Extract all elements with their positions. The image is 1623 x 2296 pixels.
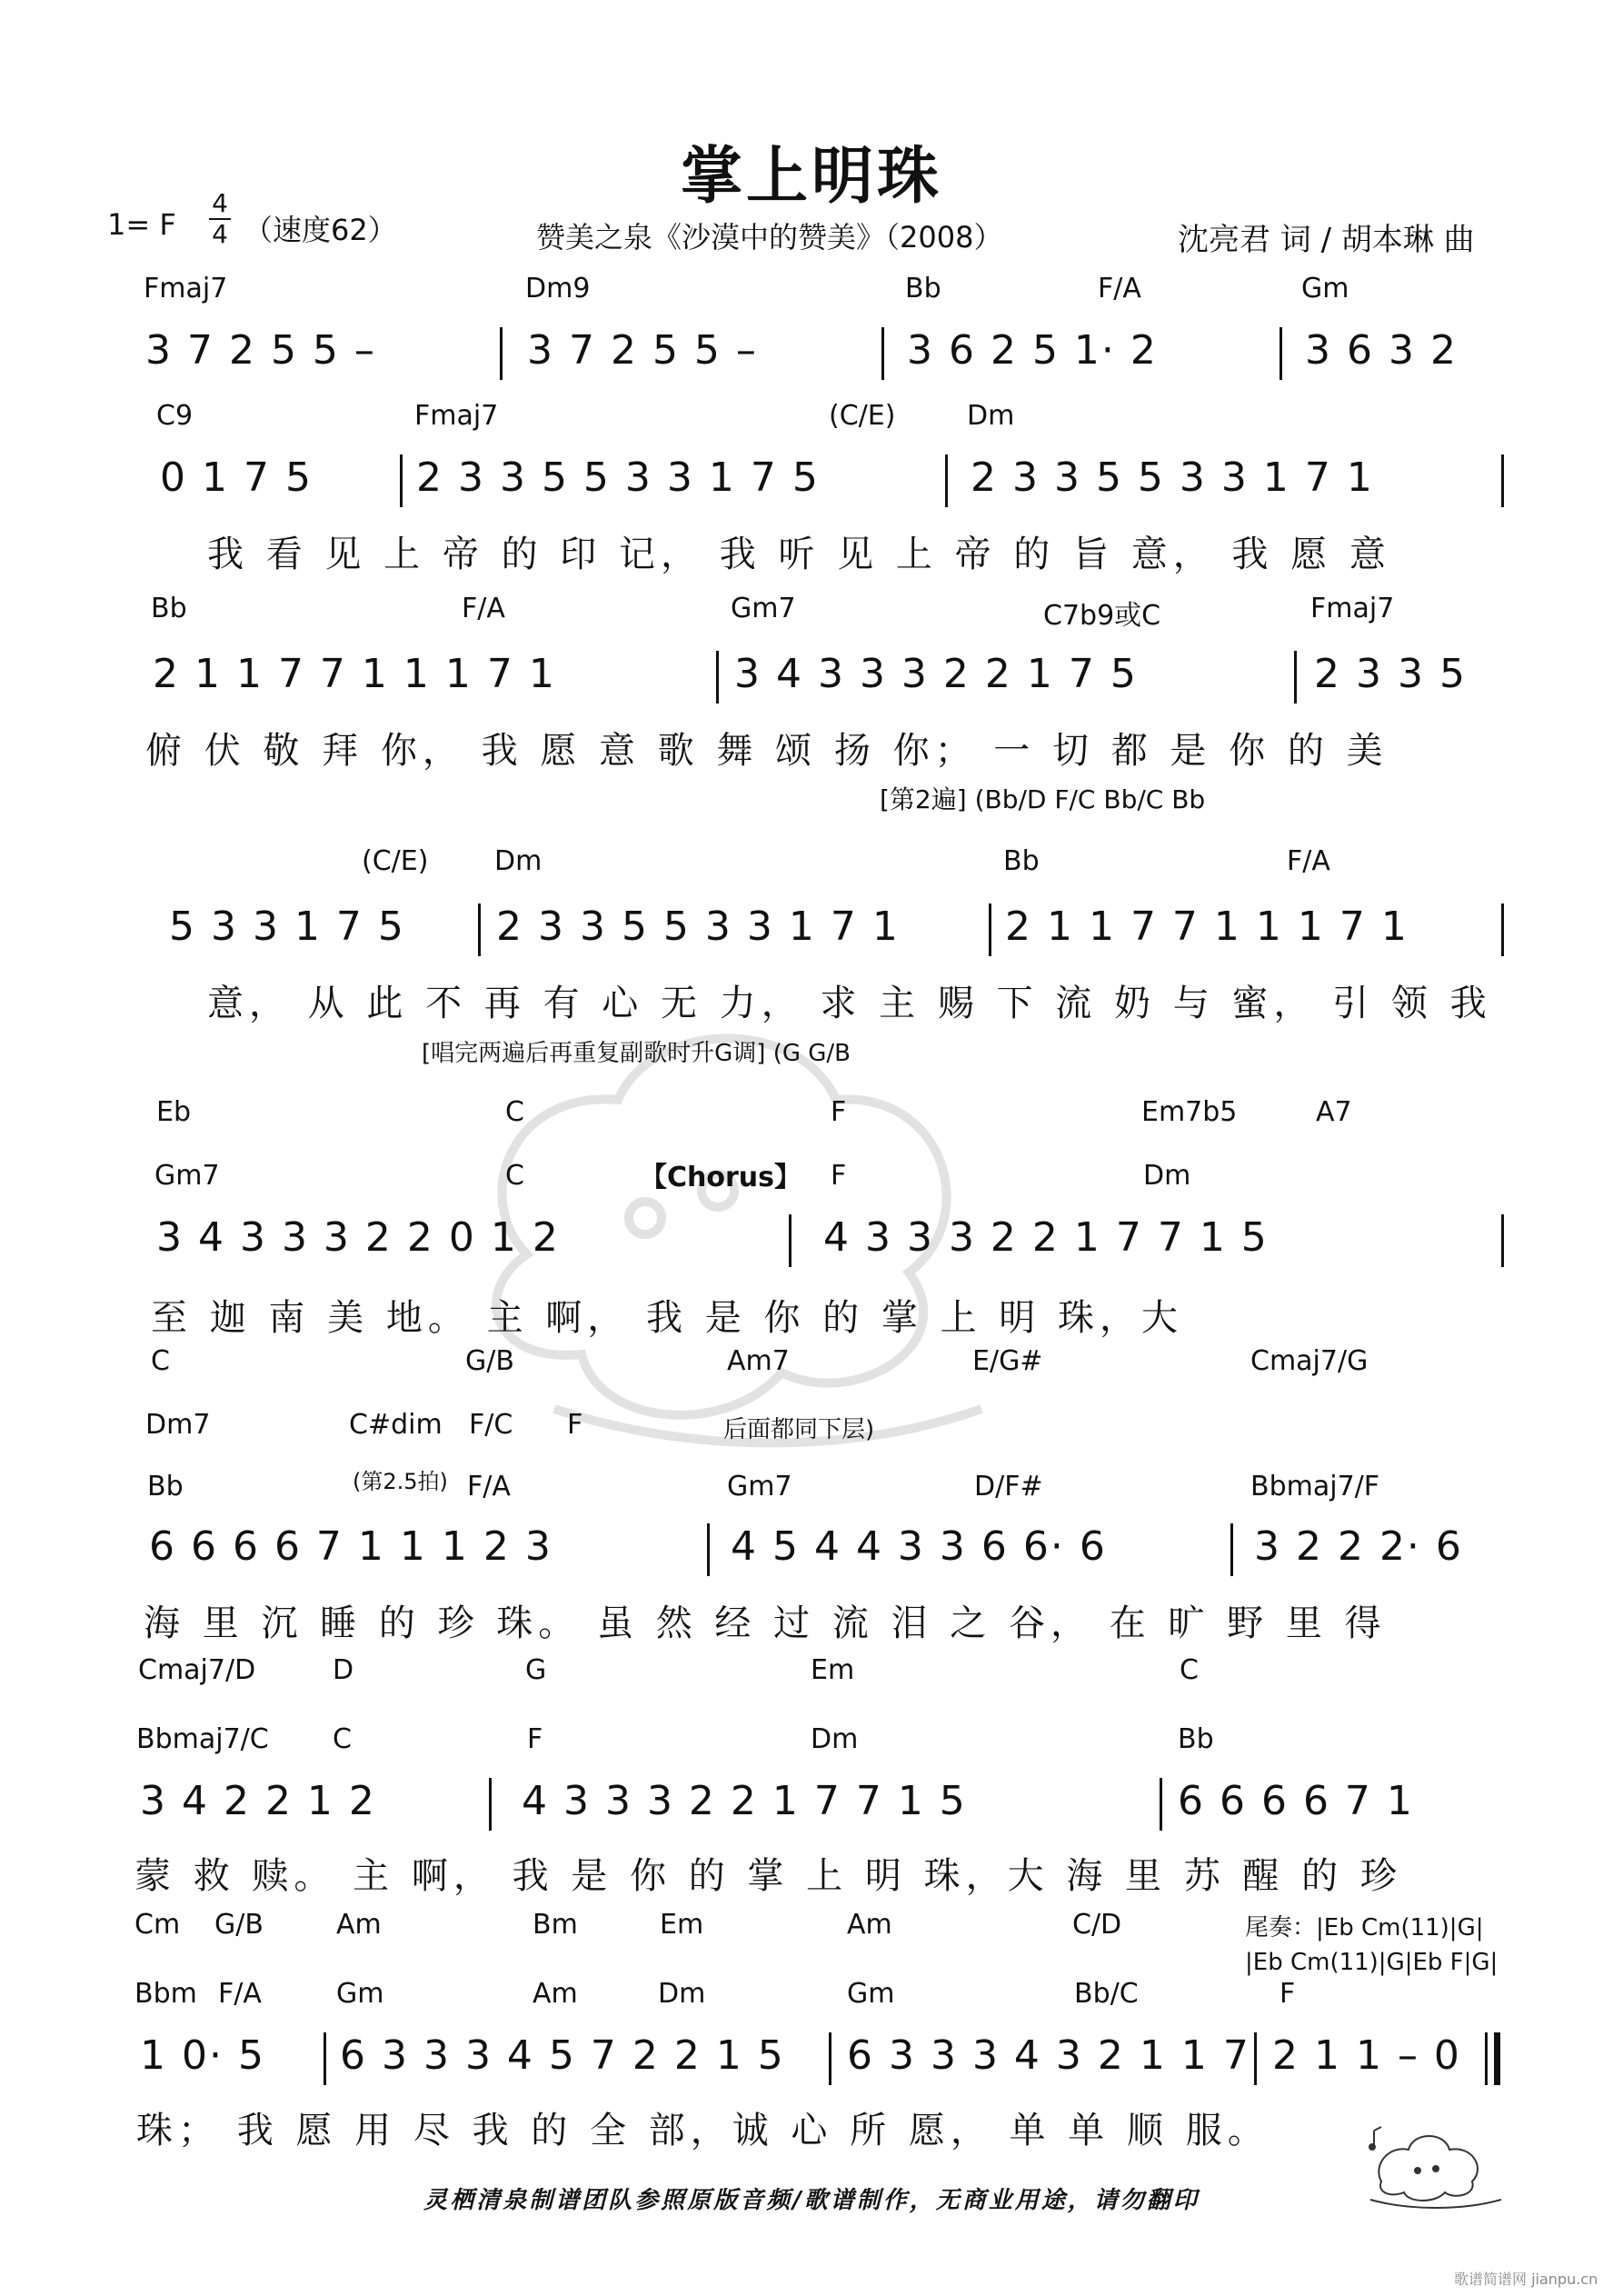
barline	[1501, 1214, 1504, 1267]
measure-notes: 6 6 6 6 7 1	[1178, 1778, 1414, 1824]
source-info: 赞美之泉《沙漠中的赞美》（2008）	[536, 220, 1003, 255]
barline	[1230, 1523, 1233, 1576]
chord: Dm	[1143, 1160, 1191, 1192]
chord: Gm7	[154, 1160, 220, 1192]
chord: Bb	[1003, 845, 1040, 877]
barline	[1294, 651, 1297, 704]
measure-notes: 5 3 3 1 7 5	[169, 903, 405, 950]
lyrics-line: 至 迦 南 美 地。 主 啊， 我 是 你 的 掌 上 明 珠，大	[151, 1297, 1184, 1339]
upper-chord: Eb	[156, 1096, 191, 1128]
song-title: 掌上明珠	[680, 141, 942, 213]
repeat-annotation: [第2遍] (Bb/D F/C Bb/C Bb	[880, 784, 1206, 814]
measure-notes: 3 7 2 5 5 –	[145, 327, 376, 374]
key-signature: 1= F	[107, 207, 176, 242]
chord: F/A	[467, 1471, 511, 1502]
measure-notes: 3 4 2 2 1 2	[140, 1778, 376, 1824]
beat-annotation: (第2.5拍)	[353, 1469, 448, 1494]
barline	[716, 651, 719, 704]
time-signature-top: 4	[212, 188, 228, 218]
outro-annotation: |Eb Cm(11)|G|Eb F|G|	[1245, 1949, 1499, 1976]
chord: Dm	[494, 845, 543, 877]
chord: F/A	[462, 593, 505, 624]
barline	[829, 2032, 831, 2085]
outro-annotation: 尾奏：|Eb Cm(11)|G|	[1245, 1914, 1484, 1942]
chord: Bbmaj7/C	[136, 1723, 269, 1755]
lyrics-line: 意， 从 此 不 再 有 心 无 力， 求 主 赐 下 流 奶 与 蜜， 引 领 我	[207, 983, 1492, 1024]
time-signature	[209, 188, 231, 249]
upper-chord: Cm	[134, 1909, 181, 1941]
chord: Dm9	[525, 273, 591, 304]
measure-notes: 2 1 1 7 7 1 1 1 7 1	[1005, 903, 1409, 950]
chord: Bb	[1178, 1723, 1214, 1755]
final-barline-thin	[1485, 2032, 1488, 2085]
key-change-annotation: [唱完两遍后再重复副歌时升G调] (G G/B	[422, 1040, 851, 1067]
tempo-marking: （速度62）	[244, 213, 397, 247]
chord: Dm	[967, 400, 1015, 432]
upper-chord: F	[831, 1096, 847, 1128]
chord: Gm	[336, 1978, 384, 2010]
measure-notes: 3 4 3 3 3 2 2 1 7 5	[734, 651, 1138, 697]
mid-chord: Dm7	[145, 1409, 211, 1441]
upper-chord: D	[333, 1654, 354, 1686]
chord: Dm	[811, 1723, 859, 1755]
measure-notes: 2 1 1 – 0	[1272, 2032, 1461, 2079]
chord: Gm7	[727, 1471, 792, 1502]
upper-chord: Am	[847, 1909, 892, 1941]
upper-chord: Bm	[533, 1909, 578, 1941]
chord: Fmaj7	[1310, 593, 1395, 624]
lyrics-line: 蒙 救 赎。 主 啊， 我 是 你 的 掌 上 明 珠，大 海 里 苏 醒 的 珍	[134, 1855, 1402, 1897]
upper-chord: Am7	[727, 1345, 790, 1377]
mid-chord: F	[567, 1409, 583, 1441]
chord: F/A	[218, 1978, 262, 2010]
final-barline-thick	[1494, 2032, 1500, 2085]
upper-chord: A7	[1316, 1096, 1352, 1128]
chord: Bb/C	[1074, 1978, 1139, 2010]
measure-notes: 4 5 4 4 3 3 6 6· 6	[731, 1523, 1107, 1570]
chord: C	[333, 1723, 352, 1755]
upper-chord: E/G#	[972, 1345, 1043, 1377]
system-6	[0, 1345, 1623, 1645]
lyrics-line: 我 看 见 上 帝 的 印 记， 我 听 见 上 帝 的 旨 意， 我 愿 意	[207, 534, 1391, 575]
measure-notes: 0 1 7 5	[160, 454, 313, 501]
barline	[1501, 454, 1504, 507]
barline	[945, 454, 948, 507]
chord: C9	[156, 400, 194, 432]
measure-notes: 2 3 3 5 5 3 3 1 7 1	[971, 454, 1374, 501]
barline	[707, 1523, 710, 1576]
lyrics-line: 俯 伏 敬 拜 你， 我 愿 意 歌 舞 颂 扬 你； 一 切 都 是 你 的 美	[145, 730, 1389, 772]
copyright-footer: 灵栖清泉制谱团队参照原版音频/歌谱制作，无商业用途，请勿翻印	[423, 2187, 1200, 2214]
upper-chord: Cmaj7/D	[138, 1654, 256, 1686]
upper-chord: C	[505, 1096, 524, 1128]
upper-chord: G	[525, 1654, 547, 1686]
chord: Bbmaj7/F	[1250, 1471, 1380, 1502]
barline	[478, 903, 481, 956]
system-1	[0, 273, 1623, 400]
system-3	[0, 593, 1623, 814]
chord: C7b9或C	[1043, 600, 1161, 632]
chord: D/F#	[974, 1471, 1043, 1502]
chord: Bb	[147, 1471, 184, 1502]
upper-chord: G/B	[465, 1345, 514, 1377]
upper-chord: Em	[660, 1909, 704, 1941]
upper-chord: Cmaj7/G	[1250, 1345, 1369, 1377]
measure-notes: 6 3 3 3 4 3 2 1 1 7	[847, 2032, 1250, 2079]
site-watermark: 歌谱简谱网 jianpu.cn	[1454, 2271, 1598, 2288]
measure-notes: 3 6 2 5 1· 2	[907, 327, 1158, 374]
system-4	[0, 845, 1623, 1067]
chord: Gm	[1301, 273, 1349, 304]
barline	[1279, 327, 1282, 380]
measure-notes: 2 3 3 5 5 3 3 1 7 1	[496, 903, 900, 950]
credit-info: 沈亮君 词 / 胡本琳 曲	[1178, 222, 1475, 258]
time-signature-bottom: 4	[212, 219, 228, 249]
barline	[881, 327, 884, 380]
chord: F/A	[1287, 845, 1330, 877]
chorus-marker: 【Chorus】	[640, 1162, 802, 1193]
lyrics-line: 珠； 我 愿 用 尽 我 的 全 部，诚 心 所 愿， 单 单 顺 服。	[136, 2110, 1270, 2151]
chord: Dm	[658, 1978, 706, 2010]
measure-notes: 4 3 3 3 2 2 1 7 7 1 5	[823, 1214, 1269, 1261]
mid-chord: F/C	[469, 1409, 513, 1441]
upper-chord: C/D	[1072, 1909, 1122, 1941]
barline	[1160, 1778, 1162, 1831]
barline	[989, 903, 991, 956]
chord: (C/E)	[362, 845, 429, 877]
measure-notes: 4 3 3 3 2 2 1 7 7 1 5	[522, 1778, 967, 1824]
barline	[1501, 903, 1504, 956]
mid-chord-note: 后面都同下层)	[723, 1416, 875, 1443]
upper-chord: G/B	[214, 1909, 264, 1941]
chord: Bb	[905, 273, 941, 304]
chord: Gm	[847, 1978, 895, 2010]
chord: C	[505, 1160, 524, 1192]
barline	[1254, 2032, 1257, 2085]
chord: Bbm	[134, 1978, 197, 2010]
chord: F/A	[1098, 273, 1141, 304]
measure-notes: 3 4 3 3 3 2 2 0 1 2	[156, 1214, 560, 1261]
system-7	[0, 1654, 1623, 1900]
chord: Fmaj7	[144, 273, 228, 304]
measure-notes: 3 2 2 2· 6	[1254, 1523, 1463, 1570]
measure-notes: 2 1 1 7 7 1 1 1 7 1	[153, 651, 556, 697]
barline	[400, 454, 403, 507]
barline	[324, 2032, 326, 2085]
chord: Bb	[151, 593, 187, 624]
measure-notes: 1 0· 5	[140, 2032, 265, 2079]
upper-chord: Em	[811, 1654, 855, 1686]
system-2	[0, 400, 1623, 582]
measure-notes: 6 3 3 3 4 5 7 2 2 1 5	[340, 2032, 785, 2079]
upper-chord: C	[1180, 1654, 1199, 1686]
measure-notes: 2 3 3 5 5 3 3 1 7 5	[416, 454, 820, 501]
measure-notes: 3 6 3 2	[1305, 327, 1458, 374]
chord: (C/E)	[829, 400, 896, 432]
system-5	[0, 1096, 1623, 1342]
chord: Gm7	[731, 593, 796, 624]
measure-notes: 3 7 2 5 5 –	[527, 327, 758, 374]
barline	[489, 1778, 492, 1831]
chord: F	[1279, 1978, 1296, 2010]
barline	[500, 327, 503, 380]
chord: Am	[533, 1978, 578, 2010]
chord: F	[831, 1160, 847, 1192]
chord: Fmaj7	[414, 400, 499, 432]
upper-chord: Em7b5	[1141, 1096, 1238, 1128]
lyrics-line: 海 里 沉 睡 的 珍 珠。 虽 然 经 过 流 泪 之 谷， 在 旷 野 里 得	[144, 1602, 1387, 1644]
upper-chord: C	[151, 1345, 170, 1377]
measure-notes: 6 6 6 6 7 1 1 1 2 3	[149, 1523, 553, 1570]
upper-chord: Am	[336, 1909, 382, 1941]
measure-notes: 2 3 3 5	[1314, 651, 1467, 697]
mid-chord: C#dim	[349, 1409, 443, 1441]
barline	[789, 1214, 792, 1267]
chord: F	[527, 1723, 543, 1755]
